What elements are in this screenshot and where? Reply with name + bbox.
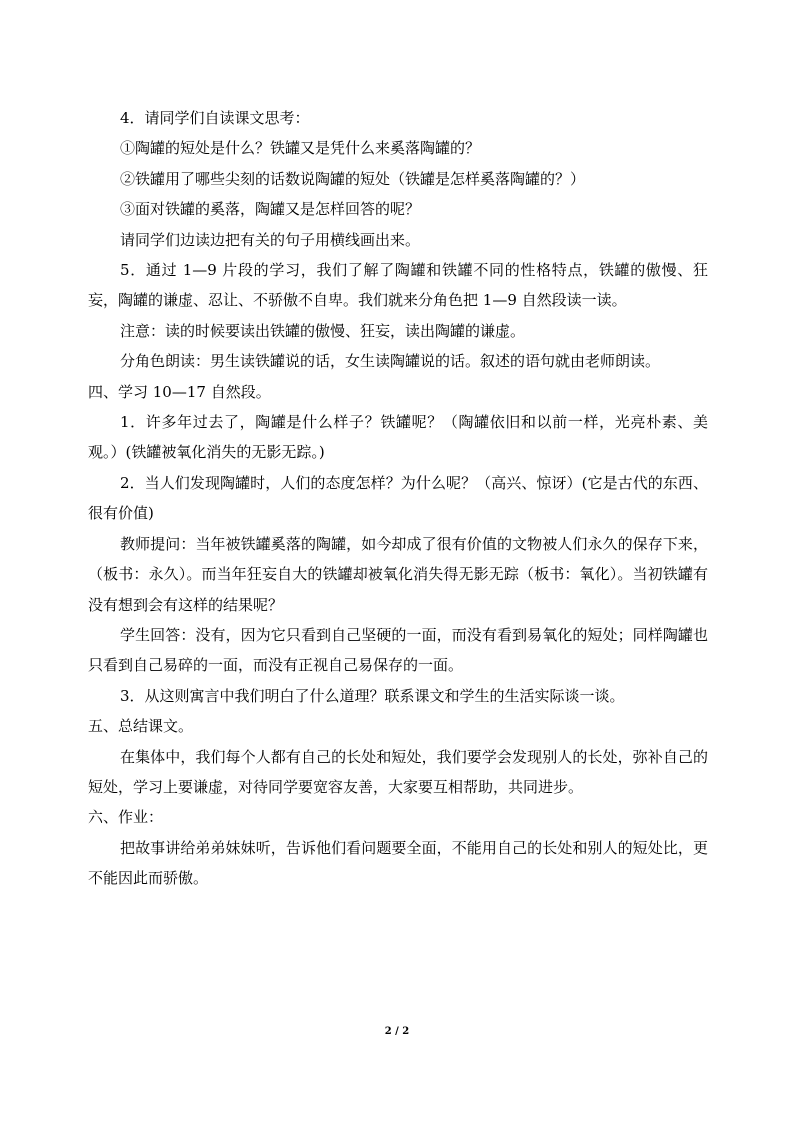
summary-paragraph: 在集体中，我们每个人都有自己的长处和短处，我们要学会发现别人的长处，弥补自己的短处，学习上要谦虚，对待同学要宽容友善，大家要互相帮助，共同进步。 (88, 747, 708, 796)
homework-paragraph: 把故事讲给弟弟妹妹听，告诉他们看问题要全面，不能用自己的长处和别人的短处比，更不能因此而骄傲。 (88, 838, 708, 888)
instruction-paragraph: 请同学们边读边把有关的句子用横线画出来。 (120, 230, 421, 249)
note-paragraph: 注意：读的时候要读出铁罐的傲慢、狂妄，读出陶罐的谦虚。 (120, 321, 526, 340)
role-reading-paragraph: 分角色朗读：男生读铁罐说的话，女生读陶罐说的话。叙述的语句就由老师朗读。 (120, 352, 661, 371)
student-answer-paragraph: 学生回答：没有，因为它只看到自己坚硬的一面，而没有看到易氧化的短处；同样陶罐也只看到自己易碎的一面，而没有正视自己易保存的一面。 (88, 625, 708, 675)
paragraph-4-1: 1．许多年过去了，陶罐是什么样子？铁罐呢？（陶罐依旧和以前一样，光亮朴素、美观。）(铁罐被氧化消失的无影无踪。) (88, 413, 708, 462)
page-number: 2 / 2 (384, 1026, 410, 1037)
question-item-1: ①陶罐的短处是什么？铁罐又是凭什么来奚落陶罐的？ (120, 139, 481, 158)
question-item-2: ②铁罐用了哪些尖刻的话数说陶罐的短处（铁罐是怎样奚落陶罐的？） (120, 169, 586, 188)
section-heading-5: 五、总结课文。 (88, 717, 194, 736)
document-body (88, 103, 708, 894)
teacher-question-paragraph: 教师提问：当年被铁罐奚落的陶罐，如今却成了很有价值的文物被人们永久的保存下来，（板书：永久）。而当年狂妄自大的铁罐却被氧化消失得无影无踪（板书：氧化）。当初铁罐有没有想到会有这样的结果呢？ (88, 534, 708, 614)
paragraph-4-3: 3．从这则寓言中我们明白了什么道理？联系课文和学生的生活实际谈一谈。 (120, 686, 625, 705)
section-heading-6: 六、作业： (88, 808, 164, 827)
section-heading-4: 四、学习 10—17 自然段。 (88, 382, 271, 401)
question-heading: 4．请同学们自读课文思考： (120, 109, 310, 127)
paragraph-5: 5．通过 1—9 片段的学习，我们了解了陶罐和铁罐不同的性格特点，铁罐的傲慢、狂妄，陶罐的谦虚、忍让、不骄傲不自卑。我们就来分角色把 1—9 自然段读一读。 (88, 261, 708, 310)
paragraph-4-2: 2．当人们发现陶罐时，人们的态度怎样？为什么呢？（高兴、惊讶）(它是古代的东西、很有价值) (88, 473, 708, 523)
question-item-3: ③面对铁罐的奚落，陶罐又是怎样回答的呢？ (120, 200, 421, 219)
